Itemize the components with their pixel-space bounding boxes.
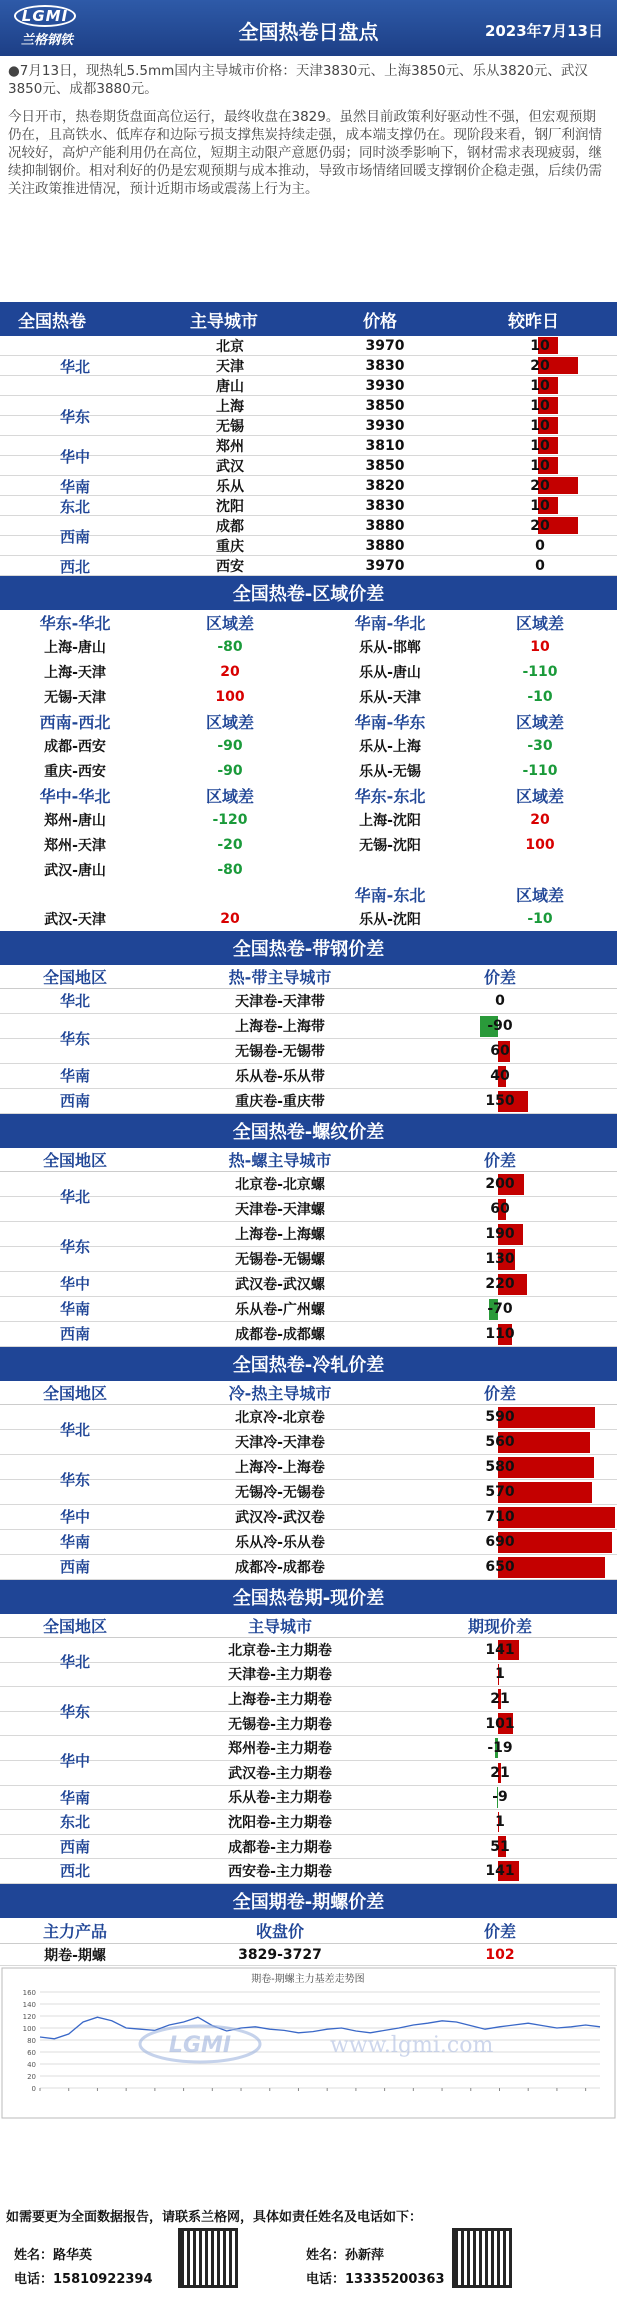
diff-cell: 0 [495, 993, 505, 1009]
left-value: -80 [217, 861, 243, 878]
pair-cell: 无锡冷-无锡卷 [235, 1485, 325, 1501]
col-pair: 主导城市 [247, 1617, 312, 1636]
pair-cell: 武汉卷-主力期卷 [228, 1765, 332, 1782]
diff-cell: -9 [492, 1789, 508, 1806]
pair-cell: 成都卷-主力期卷 [228, 1839, 332, 1856]
city-cell: 沈阳 [216, 498, 244, 515]
pair-cell: 上海卷-上海带 [235, 1019, 325, 1035]
col-change: 较昨日 [508, 311, 559, 332]
left-value: -90 [217, 737, 243, 754]
diff-cell: 110 [485, 1326, 515, 1342]
y-tick-label: 80 [27, 2037, 36, 2045]
right-head: 华东-东北 [354, 786, 426, 806]
diff-cell: 590 [485, 1409, 515, 1425]
pair-cell: 武汉卷-武汉螺 [235, 1277, 325, 1293]
regional-row [0, 832, 617, 857]
col-pair: 冷-热主导城市 [228, 1384, 332, 1403]
pair-cell: 无锡卷-主力期卷 [228, 1716, 332, 1733]
region-label: 华东 [59, 1702, 90, 1721]
diff-cell: 220 [485, 1276, 515, 1292]
diff-cell: 1 [495, 1666, 505, 1683]
diff-cell: 200 [485, 1176, 515, 1192]
qr-code-1 [178, 2228, 238, 2288]
region-label: 华北 [59, 1187, 90, 1206]
spread-header [0, 1381, 617, 1405]
col-region: 全国地区 [42, 968, 107, 987]
y-tick-label: 60 [27, 2049, 36, 2057]
col-pair: 热-带主导城市 [228, 968, 332, 987]
regional-row [0, 807, 617, 832]
futures-spot-table [0, 1614, 617, 1884]
change-cell: 0 [535, 557, 545, 574]
col-region: 全国热卷 [18, 311, 86, 332]
y-tick-label: 20 [27, 2073, 36, 2081]
city-cell: 北京 [216, 338, 244, 355]
left-pair: 郑州-唐山 [44, 812, 106, 829]
left-head: 西南-西北 [39, 712, 111, 732]
diff-cell: 650 [485, 1559, 515, 1575]
pair-cell: 北京卷-北京螺 [235, 1177, 325, 1193]
price-cell: 3810 [365, 437, 405, 454]
right-pair: 乐从-唐山 [359, 664, 421, 681]
pair-cell: 成都卷-成都螺 [235, 1327, 325, 1343]
rebar-spread-table [0, 1148, 617, 1347]
left-pair: 郑州-天津 [44, 837, 106, 854]
diff-cell: 150 [485, 1093, 515, 1109]
region-label: 华南 [59, 478, 90, 496]
diff-cell: 1 [495, 1813, 505, 1830]
city-cell: 西安 [216, 558, 244, 575]
left-diff: 区域差 [205, 712, 254, 732]
contact-note: 如需要更为全面数据报告，请联系兰格网，具体如责任姓名及电话如下： [6, 2210, 423, 2225]
regional-row [0, 634, 617, 659]
cold-spread-table [0, 1381, 617, 1580]
left-pair: 上海-天津 [44, 664, 106, 681]
price-cell: 3970 [365, 337, 405, 354]
left-head: 华中-华北 [39, 786, 111, 806]
main-table-header [0, 302, 617, 336]
left-value: -20 [217, 836, 243, 853]
left-value: 20 [220, 663, 240, 680]
right-value: -110 [522, 663, 558, 680]
diff-cell: 580 [485, 1459, 515, 1475]
diff-cell: 60 [490, 1201, 510, 1217]
contact-2-phone[interactable]: 13335200363 [345, 2272, 445, 2287]
price-cell: 3850 [365, 397, 405, 414]
right-value: 100 [525, 836, 555, 853]
region-label: 东北 [59, 1813, 90, 1832]
right-pair: 乐从-无锡 [359, 763, 421, 780]
right-pair: 无锡-沈阳 [359, 837, 421, 854]
left-pair: 武汉-天津 [44, 911, 106, 928]
col-diff: 期现价差 [467, 1617, 532, 1636]
pair-cell: 重庆卷-重庆带 [235, 1094, 325, 1110]
right-diff: 区域差 [515, 885, 564, 905]
col-region: 全国地区 [42, 1151, 107, 1170]
diff-cell: 101 [485, 1715, 515, 1732]
regional-block-header [0, 610, 617, 634]
region-label: 华南 [59, 1788, 90, 1807]
right-pair: 乐从-天津 [359, 689, 421, 706]
left-pair: 无锡-天津 [44, 689, 106, 706]
pair-cell: 天津卷-天津带 [235, 994, 325, 1010]
region-label: 华北 [59, 992, 90, 1010]
left-diff: 区域差 [205, 786, 254, 806]
pair-cell: 西安卷-主力期卷 [228, 1864, 332, 1881]
left-pair: 重庆-西安 [44, 763, 106, 780]
price-cell: 3930 [365, 417, 405, 434]
fut-rebar-header: 主力产品 收盘价 价差 [0, 1918, 617, 1944]
regional-row [0, 758, 617, 783]
price-cell: 3970 [365, 557, 405, 574]
right-head: 华南-华北 [354, 613, 426, 633]
diff-cell: -19 [487, 1740, 513, 1757]
region-label: 华中 [59, 1508, 90, 1526]
left-head: 华东-华北 [39, 613, 111, 633]
region-label: 华北 [59, 358, 90, 376]
main-row [0, 336, 617, 356]
col-region: 全国地区 [42, 1384, 107, 1403]
pair-cell: 天津冷-天津卷 [235, 1435, 325, 1451]
right-diff: 区域差 [515, 613, 564, 633]
pair-cell: 北京冷-北京卷 [235, 1410, 325, 1426]
right-value: -30 [527, 737, 553, 754]
col-region: 全国地区 [42, 1617, 107, 1636]
right-pair: 乐从-邯郸 [359, 639, 421, 656]
right-head: 华南-华东 [354, 712, 426, 732]
regional-row [0, 857, 617, 882]
left-value: -80 [217, 638, 243, 655]
right-value: -110 [522, 762, 558, 779]
diff-cell: 51 [490, 1838, 510, 1855]
pair-cell: 乐从卷-主力期卷 [228, 1790, 332, 1807]
y-tick-label: 120 [22, 2013, 36, 2021]
region-label: 华中 [59, 448, 90, 466]
pair-cell: 郑州卷-主力期卷 [228, 1741, 332, 1758]
pair-cell: 沈阳卷-主力期卷 [228, 1814, 332, 1831]
region-label: 西北 [59, 558, 90, 576]
y-tick-label: 40 [27, 2061, 36, 2069]
region-label: 华东 [59, 1470, 90, 1489]
region-label: 西南 [59, 528, 90, 546]
region-label: 西北 [59, 1862, 90, 1881]
pair-cell: 乐从卷-乐从带 [235, 1069, 325, 1085]
header-bar [0, 0, 617, 56]
change-cell: 20 [530, 477, 550, 494]
change-cell: 10 [530, 497, 550, 514]
y-tick-label: 0 [31, 2085, 36, 2093]
city-cell: 成都 [216, 518, 244, 535]
col-diff: 价差 [483, 1151, 516, 1170]
diff-cell: 570 [485, 1484, 515, 1500]
diff-cell: 141 [485, 1863, 515, 1880]
right-value: 20 [530, 811, 550, 828]
fut-rebar-title: 全国期卷-期螺价差 [0, 1884, 617, 1918]
city-cell: 唐山 [216, 378, 244, 395]
change-cell: 20 [530, 357, 550, 374]
change-cell: 10 [530, 457, 550, 474]
region-label: 西南 [59, 1092, 90, 1110]
chart-frame [2, 1968, 615, 2118]
regional-block-header [0, 709, 617, 733]
pair-cell: 武汉冷-武汉卷 [235, 1510, 325, 1526]
pair-cell: 无锡卷-无锡带 [235, 1044, 325, 1060]
basis-chart [0, 1966, 617, 2120]
pair-cell: 上海卷-上海螺 [235, 1227, 325, 1243]
regional-title: 全国热卷-区域价差 [0, 576, 617, 610]
regional-row [0, 906, 617, 931]
right-pair: 上海-沈阳 [359, 812, 421, 829]
spread-header [0, 1614, 617, 1638]
pair-cell: 天津卷-主力期卷 [228, 1667, 332, 1684]
page-title: 全国热卷日盘点 [238, 20, 379, 44]
regional-block-header [0, 882, 617, 906]
city-cell: 重庆 [216, 538, 244, 555]
pair-cell: 上海卷-主力期卷 [228, 1691, 332, 1708]
city-cell: 天津 [216, 358, 244, 375]
left-value: -90 [217, 762, 243, 779]
futures-spot-title: 全国热卷期-现价差 [0, 1580, 617, 1614]
rebar-title: 全国热卷-螺纹价差 [0, 1114, 617, 1148]
diff-cell: 21 [490, 1690, 510, 1707]
region-label: 华南 [59, 1067, 90, 1085]
price-cell: 3880 [365, 537, 405, 554]
pair-cell: 无锡卷-无锡螺 [235, 1252, 325, 1268]
region-label: 华东 [59, 1237, 90, 1256]
y-tick-label: 100 [22, 2025, 36, 2033]
region-label: 华北 [59, 1420, 90, 1439]
basis-chart-svg [0, 1966, 617, 2120]
price-cell: 3830 [365, 357, 405, 374]
regional-row [0, 733, 617, 758]
diff-cell: -70 [487, 1301, 513, 1317]
right-diff: 区域差 [515, 712, 564, 732]
right-pair: 乐从-沈阳 [359, 911, 421, 928]
region-label: 华南 [59, 1533, 90, 1551]
diff-cell: 190 [485, 1226, 515, 1242]
left-value: 100 [215, 688, 245, 705]
main-price-table [0, 336, 617, 576]
spread-header [0, 965, 617, 989]
lgmi-logo: LGMI 兰格钢铁 [8, 5, 86, 51]
region-label: 华中 [59, 1275, 90, 1293]
city-cell: 郑州 [216, 438, 244, 455]
watermark-url: www.lgmi.com [330, 2033, 494, 2058]
region-label: 华北 [59, 1653, 90, 1672]
diff-cell: 141 [485, 1641, 515, 1658]
region-label: 华中 [59, 1751, 90, 1770]
right-head: 华南-东北 [354, 885, 426, 905]
pair-cell: 上海冷-上海卷 [235, 1460, 325, 1476]
spread-header [0, 1148, 617, 1172]
left-value: -120 [212, 811, 248, 828]
cold-title: 全国热卷-冷轧价差 [0, 1347, 617, 1381]
left-pair: 成都-西安 [44, 738, 106, 755]
diff-cell: 690 [485, 1534, 515, 1550]
col-price: 价格 [363, 311, 397, 332]
diff-cell: 40 [490, 1068, 510, 1084]
right-value: -10 [527, 688, 553, 705]
col-pair: 热-螺主导城市 [228, 1151, 332, 1170]
left-pair: 武汉-唐山 [44, 862, 106, 879]
region-label: 东北 [59, 498, 90, 516]
change-cell: 0 [535, 537, 545, 554]
chart-title: 期卷-期螺主力基差走势图 [251, 1974, 365, 1985]
right-value: 10 [530, 638, 550, 655]
diff-cell: 560 [485, 1434, 515, 1450]
change-cell: 10 [530, 437, 550, 454]
city-cell: 无锡 [216, 418, 244, 435]
col-diff: 价差 [483, 968, 516, 987]
right-diff: 区域差 [515, 786, 564, 806]
y-tick-label: 160 [22, 1989, 36, 1997]
region-label: 华南 [59, 1300, 90, 1318]
price-cell: 3850 [365, 457, 405, 474]
right-pair: 乐从-上海 [359, 738, 421, 755]
contact-2-name: 孙新萍 [345, 2248, 385, 2263]
diff-cell: 60 [490, 1043, 510, 1059]
change-cell: 10 [530, 337, 550, 354]
contact-footer: 如需要更为全面数据报告，请联系兰格网，具体如责任姓名及电话如下： 姓名：路华英 电话：15810922394 姓名：孙新萍 电话：13335200363 [0, 2202, 617, 2314]
change-cell: 10 [530, 417, 550, 434]
left-pair: 上海-唐山 [44, 639, 106, 656]
qr-code-2 [452, 2228, 512, 2288]
pair-cell: 成都冷-成都卷 [235, 1560, 325, 1576]
watermark-logo: LGMI [168, 2033, 232, 2058]
contact-1-phone[interactable]: 15810922394 [53, 2272, 153, 2287]
pair-cell: 北京卷-主力期卷 [228, 1642, 332, 1659]
fut-rebar-row: 期卷-期螺 3829-3727 102 [0, 1944, 617, 1966]
change-cell: 10 [530, 377, 550, 394]
region-label: 西南 [59, 1558, 90, 1576]
city-cell: 乐从 [216, 478, 244, 495]
pair-cell: 天津卷-天津螺 [235, 1202, 325, 1218]
city-cell: 上海 [216, 398, 244, 415]
regional-row [0, 684, 617, 709]
regional-row [0, 659, 617, 684]
region-label: 华东 [59, 1029, 90, 1048]
right-value: -10 [527, 910, 553, 927]
col-city: 主导城市 [190, 311, 258, 332]
left-diff: 区域差 [205, 613, 254, 633]
report-date: 2023年7月13日 [484, 22, 603, 40]
price-cell: 3930 [365, 377, 405, 394]
price-cell: 3880 [365, 517, 405, 534]
region-label: 华东 [59, 408, 90, 426]
regional-spread-table [0, 610, 617, 931]
change-cell: 10 [530, 397, 550, 414]
pair-cell: 乐从冷-乐从卷 [235, 1535, 325, 1551]
city-cell: 武汉 [216, 458, 244, 475]
price-cell: 3830 [365, 497, 405, 514]
left-value: 20 [220, 910, 240, 927]
strip-spread-table [0, 965, 617, 1114]
diff-cell: 130 [485, 1251, 515, 1267]
diff-cell: 710 [485, 1509, 515, 1525]
price-summary: ●7月13日，现热轧5.5mm国内主导城市价格：天津3830元、上海3850元、乐从3820元、武汉3850元、成都3880元。 [8, 63, 588, 97]
change-cell: 20 [530, 517, 550, 534]
region-label: 西南 [59, 1325, 90, 1343]
regional-block-header [0, 783, 617, 807]
diff-cell: 21 [490, 1764, 510, 1781]
col-diff: 价差 [483, 1384, 516, 1403]
y-tick-label: 140 [22, 2001, 36, 2009]
contact-1-name: 路华英 [53, 2248, 93, 2263]
diff-cell: -90 [487, 1018, 513, 1034]
main-row [0, 376, 617, 396]
market-analysis: 今日开市，热卷期货盘面高位运行，最终收盘在3829。虽然目前政策利好驱动性不强，但宏观预期仍在，且高铁水、低库存和边际亏损支撑焦炭持续走强，成本端支撑仍在。现阶段来看，钢厂利润情况较好，高炉产能利用仍在高位，短期主动限产意愿仍弱；同时淡季影响下，钢材需求表现疲弱，继续抑制钢价。相对利好的仍是宏观预期与成本推动，导致市场情绪回暖支撑钢价企稳走强，后续仍需关注政策推进情况，预计近期市场或震荡上行为主。 [8, 109, 602, 197]
price-cell: 3820 [365, 477, 405, 494]
market-commentary [0, 56, 617, 302]
strip-title: 全国热卷-带钢价差 [0, 931, 617, 965]
region-label: 西南 [59, 1837, 90, 1856]
pair-cell: 乐从卷-广州螺 [235, 1302, 325, 1318]
